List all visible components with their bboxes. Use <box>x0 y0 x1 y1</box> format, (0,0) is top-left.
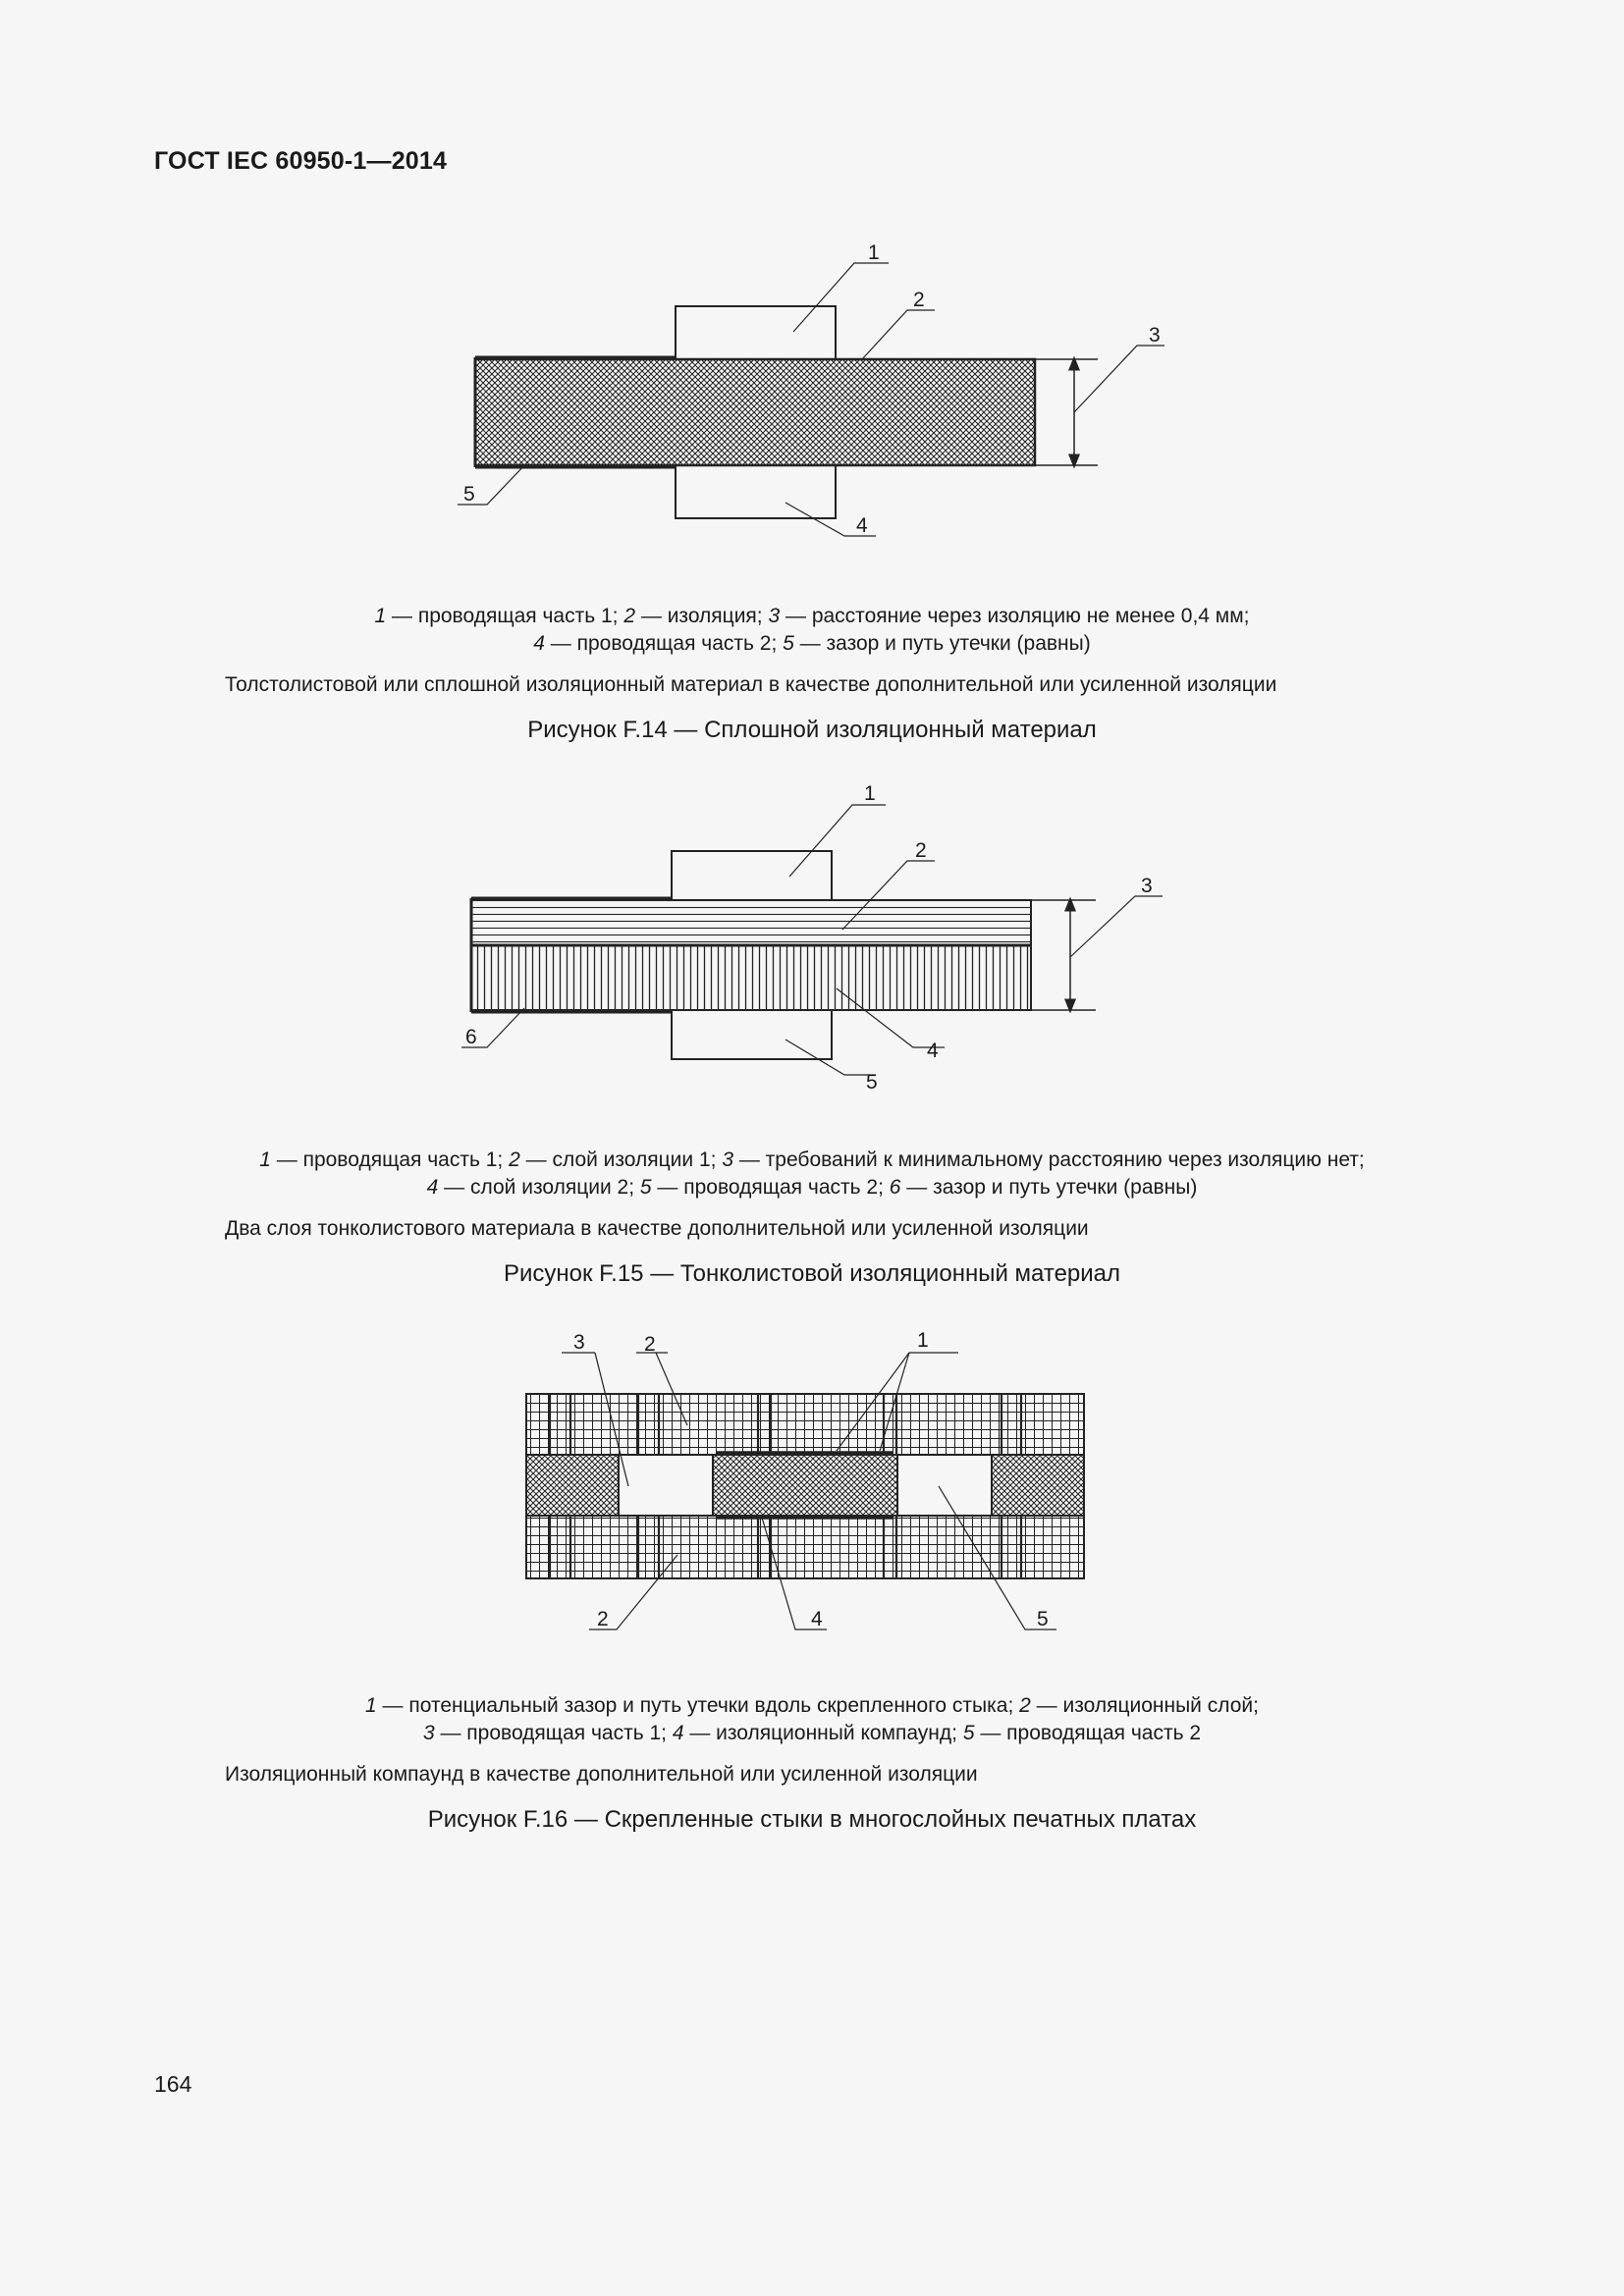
legend-text: — проводящая часть 1; <box>270 1148 510 1171</box>
figure-f16-drawing <box>0 1323 1624 1647</box>
figure-f15 <box>0 780 1624 1104</box>
legend-number: 5 <box>783 632 794 655</box>
page-number: 164 <box>154 2071 192 2097</box>
insulation-layer-bottom <box>526 1516 1084 1578</box>
legend-text: — проводящая часть 2; <box>544 632 784 655</box>
legend-number: 2 <box>1019 1694 1031 1717</box>
callout-1: 1 <box>864 782 876 805</box>
insulation-layer-1 <box>471 900 1031 945</box>
legend-line <box>0 1147 1624 1174</box>
legend-number: 1 <box>259 1148 271 1171</box>
conductor-part-2 <box>672 1010 832 1059</box>
legend-number: 5 <box>639 1176 652 1199</box>
conductor-part-2 <box>897 1455 992 1516</box>
legend-number: 3 <box>422 1722 435 1744</box>
callout-4: 4 <box>811 1608 823 1630</box>
callout-4: 4 <box>927 1040 939 1062</box>
figure-f15-note: Два слоя тонколистового материала в качестве дополнительной или усиленной изоляции <box>225 1217 1089 1240</box>
callout-3: 3 <box>573 1331 585 1354</box>
callout-4: 4 <box>856 514 868 537</box>
legend-number: 2 <box>623 605 636 627</box>
figure-f16-caption: Рисунок F.16 — Скрепленные стыки в многослойных печатных платах <box>427 1806 1197 1833</box>
legend-number: 5 <box>962 1722 975 1744</box>
callout-1: 1 <box>917 1329 929 1352</box>
compound-left <box>526 1455 619 1516</box>
insulation-layer-top <box>526 1394 1084 1455</box>
figure-f16 <box>0 1323 1624 1647</box>
legend-line <box>0 1692 1624 1720</box>
figure-f14-drawing <box>0 236 1624 560</box>
legend-text: — потенциальный зазор и путь утечки вдоль скрепленного стыка; <box>376 1694 1020 1717</box>
figure-f14 <box>0 236 1624 560</box>
legend-line <box>0 1720 1624 1747</box>
callout-3: 3 <box>1141 875 1153 897</box>
legend-number: 1 <box>374 605 387 627</box>
legend-text: — изоляционный слой; <box>1030 1694 1259 1717</box>
callout-1: 1 <box>868 241 880 264</box>
legend-number: 4 <box>426 1176 439 1199</box>
legend-number: 1 <box>365 1694 377 1717</box>
legend-text: — проводящая часть 1; <box>434 1722 673 1744</box>
legend-text: — требований к минимальному расстоянию через изоляцию нет; <box>733 1148 1365 1171</box>
callout-5: 5 <box>1037 1608 1049 1630</box>
insulation-layer-2 <box>471 945 1031 1010</box>
callout-3: 3 <box>1149 324 1161 347</box>
compound-right <box>992 1455 1084 1516</box>
legend-text: — проводящая часть 2 <box>974 1722 1202 1744</box>
conductor-part-1 <box>672 851 832 900</box>
legend-line <box>0 630 1624 658</box>
legend-text: — зазор и путь утечки (равны) <box>793 632 1091 655</box>
figure-f15-caption: Рисунок F.15 — Тонколистовой изоляционный материал <box>503 1260 1121 1287</box>
legend-text: — изоляционный компаунд; <box>683 1722 963 1744</box>
compound-center <box>713 1455 897 1516</box>
conductor-part-1 <box>676 306 836 359</box>
conductor-part-1 <box>619 1455 713 1516</box>
callout-2-bottom: 2 <box>597 1608 609 1630</box>
legend-line <box>0 1174 1624 1201</box>
figure-f14-note: Толстолистовой или сплошной изоляционный материал в качестве дополнительной или усиленной изоляции <box>225 673 1277 696</box>
insulation-slab <box>475 359 1035 465</box>
conductor-part-2 <box>676 465 836 518</box>
legend-number: 3 <box>768 605 781 627</box>
legend-number: 4 <box>533 632 545 655</box>
legend-number: 4 <box>672 1722 684 1744</box>
figure-f14-legend <box>0 603 1624 658</box>
legend-text: — зазор и путь утечки (равны) <box>900 1176 1198 1199</box>
legend-text: — проводящая часть 1; <box>386 605 624 627</box>
figure-f16-legend <box>0 1692 1624 1747</box>
figure-f14-caption: Рисунок F.14 — Сплошной изоляционный материал <box>527 717 1097 743</box>
figure-f15-drawing <box>0 780 1624 1104</box>
legend-text: — слой изоляции 2; <box>438 1176 640 1199</box>
callout-2: 2 <box>913 289 925 311</box>
legend-number: 6 <box>889 1176 901 1199</box>
callout-2: 2 <box>644 1333 656 1356</box>
callout-6: 6 <box>465 1026 477 1048</box>
figure-f15-legend <box>0 1147 1624 1201</box>
legend-text: — изоляция; <box>635 605 769 627</box>
legend-text: — слой изоляции 1; <box>519 1148 723 1171</box>
callout-2: 2 <box>915 839 927 862</box>
legend-text: — проводящая часть 2; <box>651 1176 890 1199</box>
legend-number: 3 <box>722 1148 734 1171</box>
callout-5: 5 <box>463 483 475 506</box>
document-header: ГОСТ IEC 60950-1—2014 <box>154 147 448 175</box>
legend-line <box>0 603 1624 630</box>
callout-5: 5 <box>866 1071 878 1094</box>
legend-text: — расстояние через изоляцию не менее 0,4 мм; <box>780 605 1250 627</box>
figure-f16-note: Изоляционный компаунд в качестве дополнительной или усиленной изоляции <box>225 1763 978 1786</box>
legend-number: 2 <box>509 1148 520 1171</box>
